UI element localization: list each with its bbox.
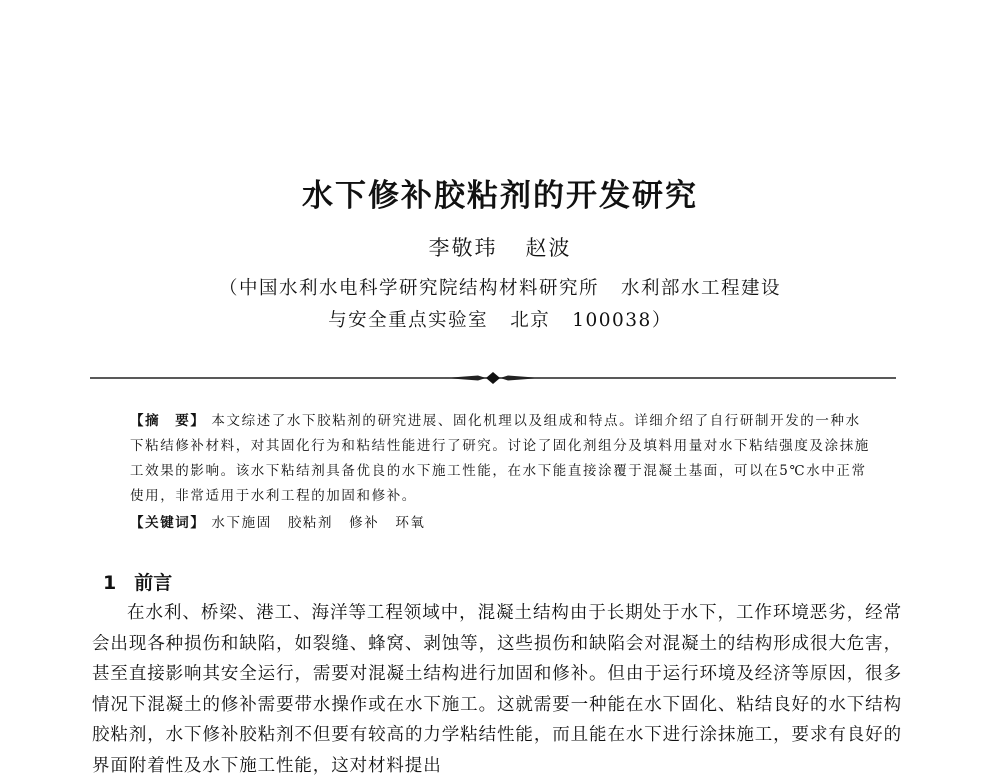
abstract-label: 【摘 要】 xyxy=(130,413,206,429)
section-heading xyxy=(103,568,172,595)
abstract-text: 本文综述了水下胶粘剂的研究进展、固化机理以及组成和特点。详细介绍了自行研制开发的一种水下粘结修补材料，对其固化行为和粘结性能进行了研究。讨论了固化剂组分及填料用量对水下粘结强度及涂抹施工效果的影响。该水下粘结剂具备优良的水下施工性能，在水下能直接涂覆于混凝土基面，可以在5℃水中正常使用，非常适用于水利工程的加固和修补。 xyxy=(130,413,870,504)
affiliation-institute: （中国水利水电科学研究院结构材料研究所 xyxy=(218,278,599,299)
paper-title: 水下修补胶粘剂的开发研究 xyxy=(302,178,698,214)
keyword: 水下施固 xyxy=(211,515,272,531)
keywords xyxy=(130,511,875,536)
affiliation-line xyxy=(0,274,1000,300)
affiliation-line xyxy=(0,306,1000,332)
keywords-label: 【关键词】 xyxy=(130,515,206,531)
section-body: 在水利、桥梁、港工、海洋等工程领域中，混凝土结构由于长期处于水下，工作环境恶劣，经常会出现各种损伤和缺陷，如裂缝、蜂窝、剥蚀等，这些损伤和缺陷会对混凝土的结构形成很大危害，甚至直接影响其安全运行，需要对混凝土结构进行加固和修补。但由于运行环境及经济等原因，很多情况下混凝土的修补需要带水操作或在水下施工。这就需要一种能在水下固化、粘结良好的水下结构胶粘剂，水下修补胶粘剂不但要有较高的力学粘结性能，而且能在水下进行涂抹施工，要求有良好的界面附着性及水下施工性能，这对材料提出 xyxy=(92,603,902,776)
keyword: 修补 xyxy=(349,515,380,531)
ornamental-divider xyxy=(90,371,896,385)
section-number: 1 xyxy=(103,572,117,594)
affiliation-lab: 水利部水工程建设 xyxy=(621,278,782,299)
keyword: 环氧 xyxy=(395,515,426,531)
author-name: 李敬玮 xyxy=(428,236,498,260)
keyword: 胶粘剂 xyxy=(287,515,334,531)
affiliation-city: 北京 xyxy=(510,310,551,331)
abstract xyxy=(130,409,875,509)
section-title: 前言 xyxy=(134,572,173,594)
affiliation-postcode: 100038） xyxy=(572,310,672,331)
author-line xyxy=(0,232,1000,262)
affiliation-lab-cont: 与安全重点实验室 xyxy=(328,310,489,331)
author-name: 赵波 xyxy=(525,236,572,260)
